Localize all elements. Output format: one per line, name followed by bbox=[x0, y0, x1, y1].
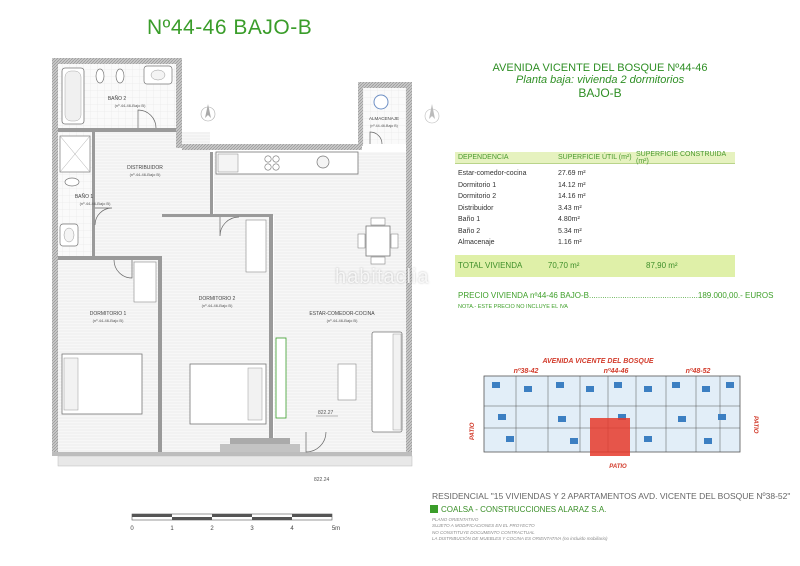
table-row bbox=[455, 180, 735, 192]
unit-label: BAJO-B bbox=[578, 86, 622, 100]
north-arrow-right-icon bbox=[423, 102, 441, 126]
row-util: 1.16 m² bbox=[558, 239, 582, 247]
row-name: Dormitorio 1 bbox=[458, 181, 497, 189]
scale-tick-2: 2 bbox=[210, 526, 214, 532]
wall-bottom bbox=[52, 452, 412, 456]
label-bano1: BAÑO 1 bbox=[74, 194, 94, 200]
unit-title: Nº44-46 BAJO-B bbox=[147, 16, 313, 39]
toilet-bano1-icon bbox=[65, 178, 79, 186]
table-row bbox=[455, 226, 735, 238]
col-dependencia: DEPENDENCIA bbox=[458, 154, 509, 161]
company-logo-icon bbox=[430, 505, 438, 513]
chair-1 bbox=[358, 234, 365, 248]
disclaimer-line: LA DISTRIBUCIÓN DE MUEBLES Y COCINA ES ORIENTATIVA (no incluido mobiliario) bbox=[432, 535, 608, 541]
wall-bano2-bottom bbox=[58, 128, 176, 132]
total-row bbox=[455, 255, 735, 277]
kitchen-sink-icon bbox=[317, 156, 329, 168]
label-estar: ESTAR-COMEDOR-COCINA bbox=[309, 311, 375, 317]
price-note: NOTA.- ESTE PRECIO NO INCLUYE EL IVA bbox=[458, 304, 568, 310]
label-bano1-ref: (nº.44-46-Bajo B) bbox=[79, 201, 111, 206]
label-dorm2: DORMITORIO 2 bbox=[198, 296, 236, 302]
entrance-step-2 bbox=[220, 444, 300, 452]
row-util: 4.80m² bbox=[558, 216, 580, 224]
floor-plan bbox=[20, 48, 415, 483]
wall-dorm2-right bbox=[269, 214, 273, 452]
pillow-dorm2 bbox=[248, 368, 262, 420]
wall-almacen-top bbox=[358, 82, 412, 88]
dining-table bbox=[366, 226, 390, 256]
scale-tick-5: 5m bbox=[331, 526, 341, 532]
washing-machine-icon bbox=[374, 95, 388, 109]
wardrobe-dorm2 bbox=[246, 220, 266, 272]
label-dorm1: DORMITORIO 1 bbox=[89, 311, 127, 317]
table-row bbox=[455, 168, 735, 180]
table-row bbox=[455, 191, 735, 203]
fridge-icon bbox=[218, 154, 238, 172]
label-distribuidor: DISTRIBUIDOR bbox=[127, 165, 163, 171]
bathtub-inner bbox=[65, 71, 81, 121]
row-name: Dormitorio 2 bbox=[458, 193, 497, 201]
locator-n2: nº44-46 bbox=[603, 368, 629, 375]
info-header bbox=[450, 62, 750, 100]
wall-dorm-divider bbox=[158, 256, 162, 452]
sink-bano1-basin bbox=[64, 228, 74, 242]
plan-subtitle: Planta baja: vivienda 2 dormitorios bbox=[515, 74, 685, 86]
price-line: PRECIO VIVIENDA nº44-46 BAJO-B.................................................189.000,00.- EUROS bbox=[458, 291, 774, 300]
wall-dorm2-top bbox=[162, 214, 270, 217]
level-mark-2: 822.24 bbox=[314, 477, 330, 483]
row-util: 27.69 m² bbox=[558, 170, 586, 178]
locator-highlight bbox=[590, 418, 630, 456]
row-name: Baño 2 bbox=[458, 227, 481, 235]
row-util: 14.12 m² bbox=[558, 181, 586, 189]
row-util: 3.43 m² bbox=[558, 204, 582, 212]
label-dorm2-ref: (nº.44-46-Bajo B) bbox=[201, 303, 233, 308]
table-header bbox=[455, 152, 735, 164]
chair-3 bbox=[371, 218, 385, 225]
north-arrow-icon bbox=[201, 104, 215, 121]
table-row bbox=[455, 237, 735, 249]
chair-2 bbox=[391, 234, 398, 248]
scale-tick-0: 0 bbox=[130, 526, 134, 532]
disclaimer-line: NO CONSTITUYE DOCUMENTO CONTRACTUAL bbox=[432, 529, 535, 535]
total-construida: 87,90 m² bbox=[646, 261, 678, 270]
label-estar-ref: (nº.44-46-Bajo B) bbox=[326, 318, 358, 323]
locator-n1: nº38-42 bbox=[513, 368, 539, 375]
sofa-back bbox=[393, 334, 401, 430]
label-bano2-ref: (nº.44-46-Bajo B) bbox=[114, 103, 146, 108]
terrace-strip bbox=[58, 456, 412, 466]
wall-kitchen-top bbox=[182, 144, 362, 150]
toilet-icon bbox=[96, 69, 104, 83]
row-name: Almacenaje bbox=[458, 239, 495, 247]
scale-tick-4: 4 bbox=[290, 526, 294, 532]
scale-tick-3: 3 bbox=[250, 526, 254, 532]
row-name: Estar-comedor-cocina bbox=[458, 170, 527, 178]
locator-patio-right: PATIO bbox=[752, 416, 758, 434]
locator-plan bbox=[458, 356, 760, 476]
label-dorm1-ref: (nº.44-46-Bajo B) bbox=[92, 318, 124, 323]
col-util: SUPERFICIE ÚTIL (m²) bbox=[558, 154, 632, 161]
pillow-dorm1 bbox=[64, 358, 78, 410]
table-row bbox=[455, 203, 735, 215]
wall-distribuidor-right bbox=[210, 152, 213, 214]
street-title: AVENIDA VICENTE DEL BOSQUE Nº44-46 bbox=[492, 62, 708, 74]
locator-n3: nº48-52 bbox=[685, 368, 711, 375]
wall-almacen-left bbox=[358, 82, 363, 146]
residencial-title: RESIDENCIAL "15 VIVIENDAS Y 2 APARTAMENTOS AVD. VICENTE DEL BOSQUE Nº38-52" bbox=[432, 491, 791, 501]
disclaimer-line: SUJETO A MODIFICACIONES EN EL PROYECTO bbox=[432, 523, 535, 529]
wall-bano2-right bbox=[176, 58, 182, 148]
scale-tick-1: 1 bbox=[170, 526, 174, 532]
sink-basin bbox=[151, 70, 165, 80]
level-mark-1: 822.27 bbox=[318, 410, 334, 416]
chair-4 bbox=[371, 257, 385, 264]
locator-street: AVENIDA VICENTE DEL BOSQUE bbox=[542, 358, 654, 365]
total-util: 70,70 m² bbox=[547, 261, 580, 270]
locator-patio-left: PATIO bbox=[470, 422, 476, 440]
surface-table bbox=[455, 152, 735, 277]
row-util: 5.34 m² bbox=[558, 227, 582, 235]
total-label: TOTAL VIVIENDA bbox=[458, 261, 523, 270]
wall-top-bano2 bbox=[52, 58, 182, 64]
row-name: Baño 1 bbox=[458, 216, 481, 224]
bidet-icon bbox=[116, 69, 124, 83]
coffee-table bbox=[338, 364, 356, 400]
tv-unit bbox=[276, 338, 286, 418]
row-util: 14.16 m² bbox=[558, 193, 586, 201]
label-bano2: BAÑO 2 bbox=[107, 96, 127, 102]
wall-dorm1-top bbox=[58, 256, 158, 260]
wall-left bbox=[52, 58, 58, 456]
disclaimer-line: PLANO ORIENTATIVO bbox=[432, 517, 479, 522]
company-name bbox=[430, 505, 606, 514]
wardrobe-dorm1 bbox=[134, 262, 156, 302]
row-name: Distribuidor bbox=[458, 204, 494, 212]
company-label: COALSA - CONSTRUCCIONES ALARAZ S.A. bbox=[441, 505, 607, 514]
locator-patio-bottom: PATIO bbox=[609, 464, 627, 470]
col-construida: SUPERFICIE CONSTRUIDA (m²) bbox=[636, 150, 726, 165]
label-distribuidor-ref: (nº.44-46-Bajo B) bbox=[129, 172, 161, 177]
table-row bbox=[455, 214, 735, 226]
watermark-logo: habitaclia bbox=[335, 266, 430, 288]
scale-bar bbox=[126, 512, 351, 536]
disclaimer-notes bbox=[432, 517, 607, 542]
label-almacenaje-ref: (nº.44-46-Bajo B) bbox=[370, 124, 398, 128]
label-almacenaje: ALMACENAJE bbox=[368, 116, 400, 121]
